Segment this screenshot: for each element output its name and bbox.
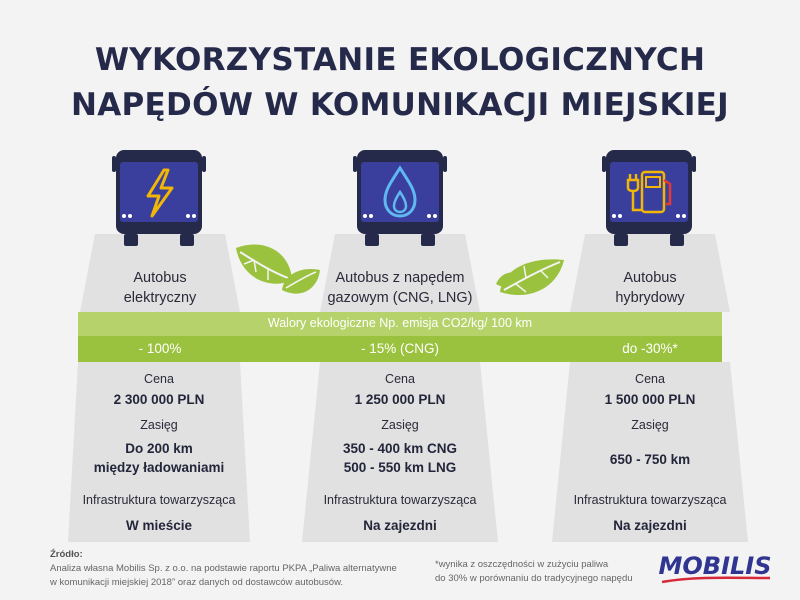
price-value: 1 500 000 PLN [604, 392, 696, 407]
bus-name-line: gazowym (CNG, LNG) [327, 290, 473, 306]
source-note [50, 548, 430, 590]
bus-name-line: Autobus z napędem [335, 270, 465, 286]
source-heading: Źródło: [50, 549, 83, 560]
price-label: Cena [144, 372, 174, 386]
bus-name-electric [95, 268, 225, 308]
infra-value: W mieście [125, 518, 193, 533]
leaf-icon [496, 252, 568, 304]
footnote [435, 558, 645, 586]
emission-gas: - 15% (CNG) [360, 341, 439, 356]
range-value [72, 439, 246, 477]
range-line: 350 - 400 km CNG [342, 441, 458, 456]
mobilis-logo [656, 548, 774, 588]
logo-text: MOBILIS [658, 552, 772, 580]
range-value [562, 450, 738, 469]
eco-band-label: Walory ekologiczne Np. emisja CO2/kg/ 100 km [267, 316, 533, 330]
price-label: Cena [635, 372, 665, 386]
range-line: Do 200 km [125, 441, 193, 456]
source-line: Analiza własna Mobilis Sp. z o.o. na podstawie raportu PKPA „Paliwa alternatywne [50, 563, 397, 574]
footnote-line: *wynika z oszczędności w zużyciu paliwa [435, 559, 609, 570]
emission-electric: - 100% [138, 341, 182, 356]
price-label: Cena [385, 372, 415, 386]
gas-bus-icon [351, 150, 449, 246]
emission-hybrid: do -30%* [622, 341, 678, 356]
range-value [312, 439, 488, 477]
title-line-2: NAPĘDÓW W KOMUNIKACJI MIEJSKIEJ [71, 87, 729, 123]
price-value: 2 300 000 PLN [113, 392, 205, 407]
infra-label: Infrastruktura towarzysząca [573, 493, 727, 507]
bus-name-line: elektryczny [123, 290, 197, 306]
range-label: Zasięg [631, 418, 669, 432]
bus-name-line: hybrydowy [615, 290, 685, 306]
footnote-line: do 30% w porównaniu do tradycyjnego napędu [435, 573, 633, 584]
hybrid-bus-icon [600, 150, 698, 246]
price-value: 1 250 000 PLN [354, 392, 446, 407]
electric-bus-icon [110, 150, 208, 246]
source-line: w komunikacji miejskiej 2018” oraz danych od dostawców autobusów. [50, 577, 344, 588]
bus-name-hybrid [585, 268, 715, 308]
range-label: Zasięg [140, 418, 178, 432]
infra-value: Na zajezdni [363, 518, 437, 533]
range-line: między ładowaniami [93, 460, 225, 475]
range-line: 500 - 550 km LNG [343, 460, 457, 475]
range-label: Zasięg [381, 418, 419, 432]
title-line-1: WYKORZYSTANIE EKOLOGICZNYCH [94, 42, 706, 78]
range-line: 650 - 750 km [609, 452, 691, 467]
infra-label: Infrastruktura towarzysząca [323, 493, 477, 507]
bus-name-line: Autobus [623, 270, 677, 286]
leaf-icon [232, 240, 322, 302]
bus-name-line: Autobus [133, 270, 187, 286]
infra-label: Infrastruktura towarzysząca [82, 493, 236, 507]
bus-name-gas [318, 268, 482, 308]
infra-value: Na zajezdni [613, 518, 687, 533]
